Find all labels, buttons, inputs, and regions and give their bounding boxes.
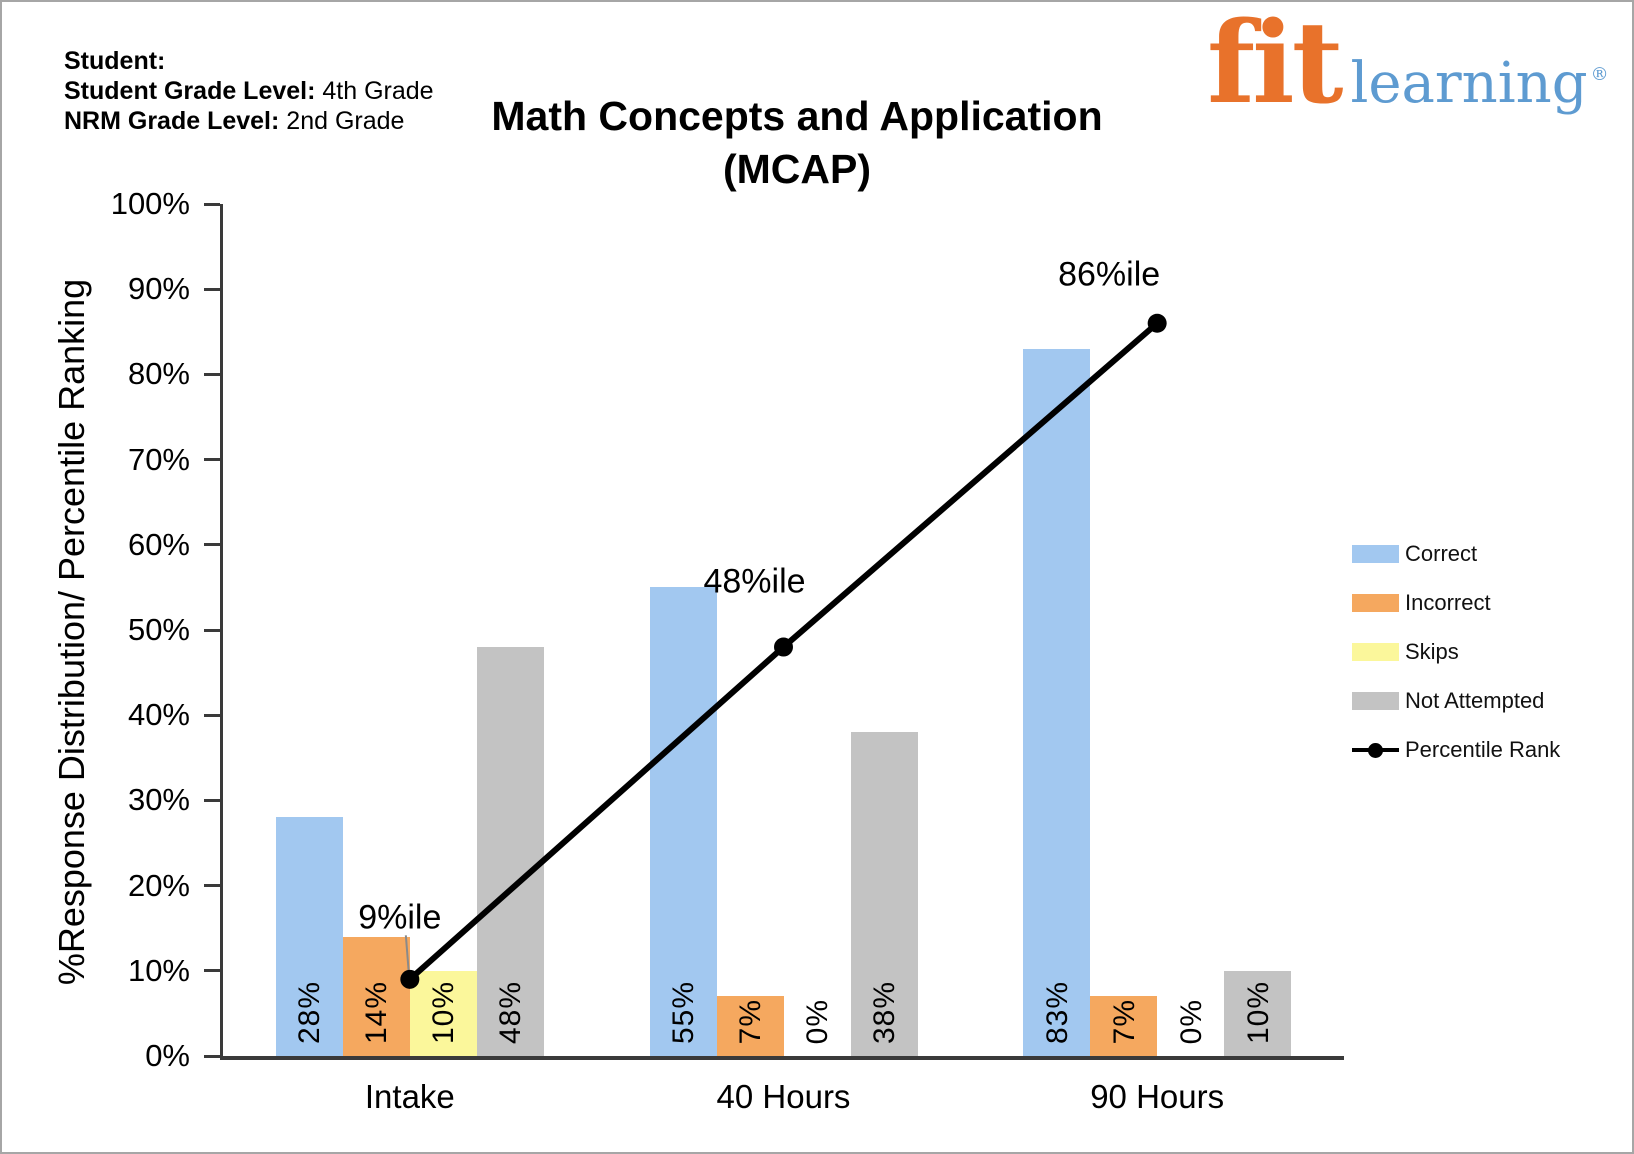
student-info-block bbox=[64, 46, 434, 136]
bar-value-label: 83% bbox=[1040, 980, 1074, 1044]
point-label-leader-line bbox=[406, 935, 409, 973]
y-axis-tick-label: 0% bbox=[145, 1038, 190, 1073]
nrm-grade-row bbox=[64, 106, 434, 136]
bar-value-label: 48% bbox=[494, 980, 528, 1044]
nrm-grade-value: 2nd Grade bbox=[279, 107, 405, 135]
x-axis-category-label: Intake bbox=[364, 1078, 455, 1115]
nrm-grade-label: NRM Grade Level: bbox=[64, 107, 280, 135]
legend-swatch-icon bbox=[1352, 692, 1399, 710]
legend-swatch-icon bbox=[1352, 545, 1399, 563]
percentile-point-marker bbox=[1148, 314, 1167, 333]
y-axis-tick bbox=[204, 969, 220, 972]
legend-item-skips bbox=[1352, 627, 1560, 676]
bar-value-label: 7% bbox=[734, 998, 767, 1044]
page-title-line1: Math Concepts and Application bbox=[491, 93, 1103, 139]
bar-value-label: 0% bbox=[801, 998, 834, 1044]
bar-value-label: 55% bbox=[667, 980, 700, 1044]
y-axis-tick-label: 20% bbox=[127, 867, 190, 903]
legend-swatch-icon bbox=[1352, 643, 1399, 661]
legend-line-dot bbox=[1368, 743, 1383, 758]
y-axis-tick-label: 90% bbox=[127, 271, 190, 307]
percentile-point-label: 86%ile bbox=[1058, 255, 1161, 294]
student-grade-row bbox=[64, 76, 434, 106]
legend-label: Correct bbox=[1405, 540, 1478, 566]
legend-item-percentile-rank bbox=[1352, 725, 1560, 774]
page-title bbox=[382, 90, 1212, 196]
y-axis-tick bbox=[204, 1055, 220, 1058]
x-axis-category-label: 40 Hours bbox=[716, 1078, 851, 1115]
page-title-line2: (MCAP) bbox=[722, 146, 872, 192]
registered-trademark-icon: ® bbox=[1590, 64, 1609, 85]
percentile-point-label: 48%ile bbox=[703, 562, 806, 601]
legend-label: Incorrect bbox=[1405, 589, 1491, 615]
y-axis-tick-label: 70% bbox=[127, 441, 190, 477]
percentile-point-label: 9%ile bbox=[358, 898, 442, 937]
student-grade-value: 4th Grade bbox=[315, 77, 434, 105]
legend-label: Skips bbox=[1405, 638, 1459, 664]
logo-word-learning: learning bbox=[1350, 51, 1588, 116]
percentile-point-marker bbox=[774, 638, 793, 657]
y-axis-tick bbox=[204, 629, 220, 632]
y-axis-tick-label: 30% bbox=[127, 782, 190, 818]
y-axis-title: %Response Distribution/ Percentile Ranking bbox=[51, 278, 92, 986]
y-axis-tick-label: 100% bbox=[110, 186, 190, 221]
y-axis-tick-label: 80% bbox=[127, 356, 190, 392]
student-label-row bbox=[64, 46, 434, 76]
x-axis-category-label: 90 Hours bbox=[1090, 1078, 1225, 1115]
fit-learning-logo bbox=[1207, 0, 1609, 129]
legend-line-marker-icon bbox=[1352, 741, 1399, 759]
y-axis-tick-label: 10% bbox=[127, 952, 190, 988]
y-axis-tick bbox=[204, 458, 220, 461]
bar-value-label: 10% bbox=[1241, 980, 1275, 1044]
y-axis-tick-label: 40% bbox=[127, 697, 190, 733]
y-axis-tick bbox=[204, 373, 220, 376]
y-axis-tick-label: 60% bbox=[127, 526, 190, 562]
plot-area bbox=[110, 186, 1344, 1115]
bar-value-label: 7% bbox=[1107, 998, 1141, 1044]
y-axis-tick bbox=[204, 884, 220, 887]
bar-value-label: 38% bbox=[868, 980, 901, 1044]
bar-value-label: 28% bbox=[293, 980, 327, 1044]
percentile-point-marker bbox=[400, 970, 419, 989]
student-grade-label: Student Grade Level: bbox=[64, 77, 316, 105]
bar-value-label: 10% bbox=[427, 980, 461, 1044]
legend-item-correct bbox=[1352, 529, 1560, 578]
legend-label: Percentile Rank bbox=[1405, 736, 1561, 762]
y-axis-tick bbox=[204, 203, 220, 206]
y-axis-tick-label: 50% bbox=[127, 612, 190, 647]
student-label: Student: bbox=[64, 47, 166, 75]
y-axis-tick bbox=[204, 288, 220, 291]
y-axis-tick bbox=[204, 714, 220, 717]
bar-value-label: 14% bbox=[360, 980, 394, 1044]
legend-item-not-attempted bbox=[1352, 676, 1560, 725]
legend-item-incorrect bbox=[1352, 578, 1560, 627]
legend-label: Not Attempted bbox=[1405, 687, 1545, 713]
bar-value-label: 0% bbox=[1174, 998, 1208, 1044]
y-axis-tick bbox=[204, 799, 220, 802]
legend-swatch-icon bbox=[1352, 594, 1399, 612]
logo-word-fit: fit bbox=[1207, 0, 1341, 129]
y-axis-tick bbox=[204, 543, 220, 546]
chart-legend bbox=[1352, 529, 1560, 774]
